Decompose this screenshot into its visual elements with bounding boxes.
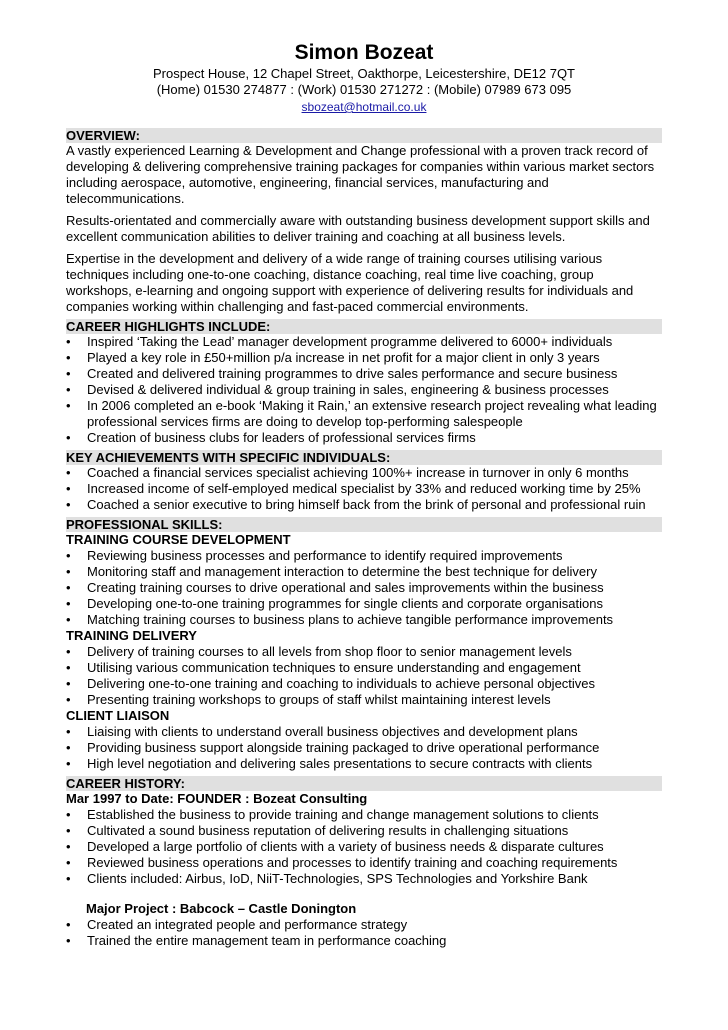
overview-paragraph-3: Expertise in the development and delivery of a wide range of training courses utilising various techniques including one-to-one coaching, distance coaching, real time live coaching, group workshops, e-learning and ongoing support with experience of delivering results for individuals and companies working within challenging and fast-paced commercial environments. (66, 251, 634, 314)
resume-page (66, 0, 662, 949)
list-item: • Cultivated a sound business reputation of delivering results in challenging situations (66, 823, 662, 839)
highlights-list (66, 334, 662, 446)
skills-group-title: TRAINING DELIVERY (66, 628, 197, 643)
resume-header (66, 40, 662, 116)
list-item: • Created and delivered training programmes to drive sales performance and secure business (66, 366, 662, 382)
list-item: • Clients included: Airbus, IoD, NiiT-Technologies, SPS Technologies and Yorkshire Bank (66, 871, 662, 887)
list-item: • Presenting training workshops to groups of staff whilst maintaining interest levels (66, 692, 662, 708)
project-title: Major Project : Babcock – Castle Donington (86, 901, 357, 916)
list-item: • Delivering one-to-one training and coaching to individuals to achieve personal objectives (66, 676, 662, 692)
list-item: • Created an integrated people and performance strategy (66, 917, 662, 933)
list-item: • Utilising various communication techniques to ensure understanding and engagement (66, 660, 662, 676)
achievements-list (66, 465, 662, 513)
list-item: • Established the business to provide training and change management solutions to clients (66, 807, 662, 823)
highlights-heading: CAREER HIGHLIGHTS INCLUDE: (66, 319, 662, 334)
overview-paragraph-1: A vastly experienced Learning & Development and Change professional with a proven track record of developing & delivering comprehensive training packages for companies within various market sectors including aerospace, automotive, engineering, financial services, manufacturing and telecommunications. (66, 143, 655, 206)
list-item: • In 2006 completed an e-book ‘Making it Rain,’ an extensive research project revealing what leading professional services firms are doing to develop top-performing salespeople (66, 398, 662, 430)
list-item: • Coached a financial services specialist achieving 100%+ increase in turnover in only 6 months (66, 465, 662, 481)
phone-line: (Home) 01530 274877 : (Work) 01530 271272 : (Mobile) 07989 673 095 (156, 82, 572, 97)
overview-paragraph-2: Results-orientated and commercially aware with outstanding business development support skills and excellent communication abilities to deliver training and coaching at all business levels. (66, 213, 650, 244)
list-item: • Increased income of self-employed medical specialist by 33% and reduced working time by 25% (66, 481, 662, 497)
list-item: • Coached a senior executive to bring himself back from the brink of personal and professional ruin (66, 497, 662, 513)
list-item: • Trained the entire management team in performance coaching (66, 933, 662, 949)
skills-group-title: CLIENT LIAISON (66, 708, 170, 723)
address-line: Prospect House, 12 Chapel Street, Oakthorpe, Leicestershire, DE12 7QT (153, 66, 575, 81)
list-item: • Matching training courses to business plans to achieve tangible performance improvements (66, 612, 662, 628)
list-item: • Providing business support alongside training packaged to drive operational performance (66, 740, 662, 756)
skills-group-title: TRAINING COURSE DEVELOPMENT (66, 532, 291, 547)
list-item: • Reviewed business operations and processes to identify training and coaching requirements (66, 855, 662, 871)
list-item: • Inspired ‘Taking the Lead’ manager development programme delivered to 6000+ individuals (66, 334, 662, 350)
project-list (66, 917, 662, 949)
candidate-name: Simon Bozeat (294, 41, 434, 64)
skills-list-liaison (66, 724, 662, 772)
list-item: • Creation of business clubs for leaders of professional services firms (66, 430, 662, 446)
list-item: • Played a key role in £50+million p/a increase in net profit for a major client in only 3 years (66, 350, 662, 366)
list-item: • Reviewing business processes and performance to identify required improvements (66, 548, 662, 564)
skills-list-development (66, 548, 662, 628)
list-item: • Delivery of training courses to all levels from shop floor to senior management levels (66, 644, 662, 660)
list-item: • Creating training courses to drive operational and sales improvements within the business (66, 580, 662, 596)
list-item: • Developing one-to-one training programmes for single clients and corporate organisations (66, 596, 662, 612)
history-list (66, 807, 662, 887)
history-heading: CAREER HISTORY: (66, 776, 662, 791)
list-item: • High level negotiation and delivering sales presentations to secure contracts with clients (66, 756, 662, 772)
job-title: Mar 1997 to Date: FOUNDER : Bozeat Consulting (66, 791, 368, 806)
achievements-heading: KEY ACHIEVEMENTS WITH SPECIFIC INDIVIDUALS: (66, 450, 662, 465)
list-item: • Liaising with clients to understand overall business objectives and development plans (66, 724, 662, 740)
overview-heading: OVERVIEW: (66, 128, 662, 143)
skills-list-delivery (66, 644, 662, 708)
skills-heading: PROFESSIONAL SKILLS: (66, 517, 662, 532)
list-item: • Devised & delivered individual & group training in sales, engineering & business processes (66, 382, 662, 398)
email-link[interactable]: sbozeat@hotmail.co.uk (301, 100, 427, 114)
list-item: • Monitoring staff and management interaction to determine the best technique for delivery (66, 564, 662, 580)
list-item: • Developed a large portfolio of clients with a variety of business needs & disparate cultures (66, 839, 662, 855)
